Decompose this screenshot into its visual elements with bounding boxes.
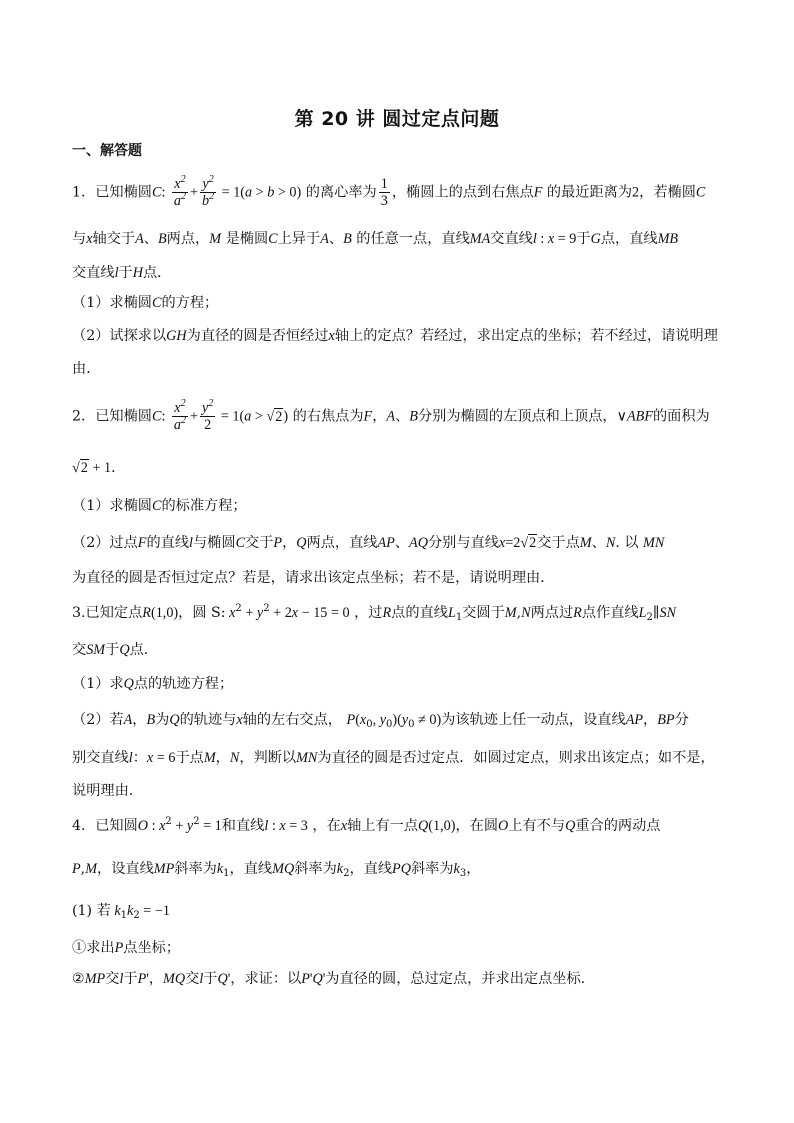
problem-3-part-1: （1）求Q点的轨迹方程； — [72, 676, 234, 692]
problem-1-part-2: （2）试探求以GH为直径的圆是否恒经过x轴上的定点？若经过，求出定点的坐标；若不经过，请说明理 — [72, 328, 718, 344]
fraction: $\frac{1}{3}$ — [380, 176, 388, 209]
problem-4-line-1: 4．已知圆O : $x^2 + y^2 = 1$和直线l : x = 3 ，在x轴上有一点Q(1,0)，在圆O上有不与Q重合的两动点 — [72, 816, 661, 834]
problem-1-part-1: （1）求椭圆C的方程； — [72, 295, 219, 311]
problem-4-part-1-i: ①求出P点坐标； — [72, 940, 181, 956]
fraction: $\frac{y^2}{2}$ — [202, 398, 214, 433]
problem-3-part-2: （2）若A，B为Q的轨迹与x轴的左右交点， $P(x_0$, $y_0)(y_0 \ne 0)$为该轨迹上任一动点，设直线AP，BP分 — [72, 712, 689, 730]
problem-2-line-2: √2 + 1． — [72, 460, 126, 476]
section-heading: 一、解答题 — [72, 143, 142, 159]
problem-3-line-2: 交SM于Q点. — [72, 642, 149, 658]
problem-1-part-2-cont: 由． — [72, 361, 101, 377]
problem-1-line-3: 交直线l于H点． — [72, 265, 172, 281]
problem-2-line-1: 2．已知椭圆C: $\frac{x^2}{a^2}$ + $\frac{y^2}{2}$ = 1(a > √2) 的右焦点为F，A、B分别为椭圆的左顶点和上顶点，∨ABF的面积为 — [72, 398, 710, 433]
fraction: $\frac{x^2}{a^2}$ — [173, 398, 186, 433]
problem-4-part-1: (1) 若 $k_1k_2 = -1$ — [72, 903, 170, 921]
problem-1-line-1: 1．已知椭圆C: $\frac{x^2}{a^2}$ + $\frac{y^2}{b^2}$ = 1(a > b > 0) 的离心率为 $\frac{1}{3}$ ，椭圆上的点到右焦点F 的最近距离为2，若椭圆C — [72, 174, 706, 209]
page-title: 第 20 讲 圆过定点问题 — [294, 108, 500, 130]
problem-4-part-1-ii: ②MP交l于P'，MQ交l于Q'，求证：以P'Q'为直径的圆，总过定点，并求出定点坐标． — [72, 971, 595, 987]
problem-3-part-2-end: 说明理由. — [72, 783, 134, 799]
fraction: $\frac{y^2}{b^2}$ — [202, 174, 215, 209]
problem-2-part-1: （1）求椭圆C的标准方程； — [72, 498, 247, 514]
problem-3-part-2-cont: 别交直线l：x = 6于点M，N，判断以MN为直径的圆是否过定点．如圆过定点，则求出该定点；如不是， — [72, 750, 715, 766]
problem-2-part-2: （2）过点F的直线l与椭圆C交于P，Q两点，直线AP、AQ分别与直线x=2√2交于点M、N. 以 MN — [72, 535, 665, 551]
problem-2-part-2-cont: 为直径的圆是否恒过定点？若是，请求出该定点坐标；若不是，请说明理由． — [72, 570, 555, 586]
problem-1-line-2: 与x轴交于A、B两点，M 是椭圆C上异于A、B 的任意一点，直线MA交直线l : x = 9于G点，直线MB — [72, 231, 679, 247]
fraction: $\frac{x^2}{a^2}$ — [173, 174, 186, 209]
problem-4-line-2: P,M，设直线MP斜率为$k_1$，直线MQ斜率为$k_2$，直线PQ斜率为$k_3$， — [72, 861, 481, 879]
problem-3-line-1: 3.已知定点R(1,0)，圆 S: $x^2 + y^2 + 2x - 15 = 0$ ，过R点的直线$L_1$交圆于M,N两点过R点作直线$L_2\parallel SN$ — [72, 603, 676, 623]
